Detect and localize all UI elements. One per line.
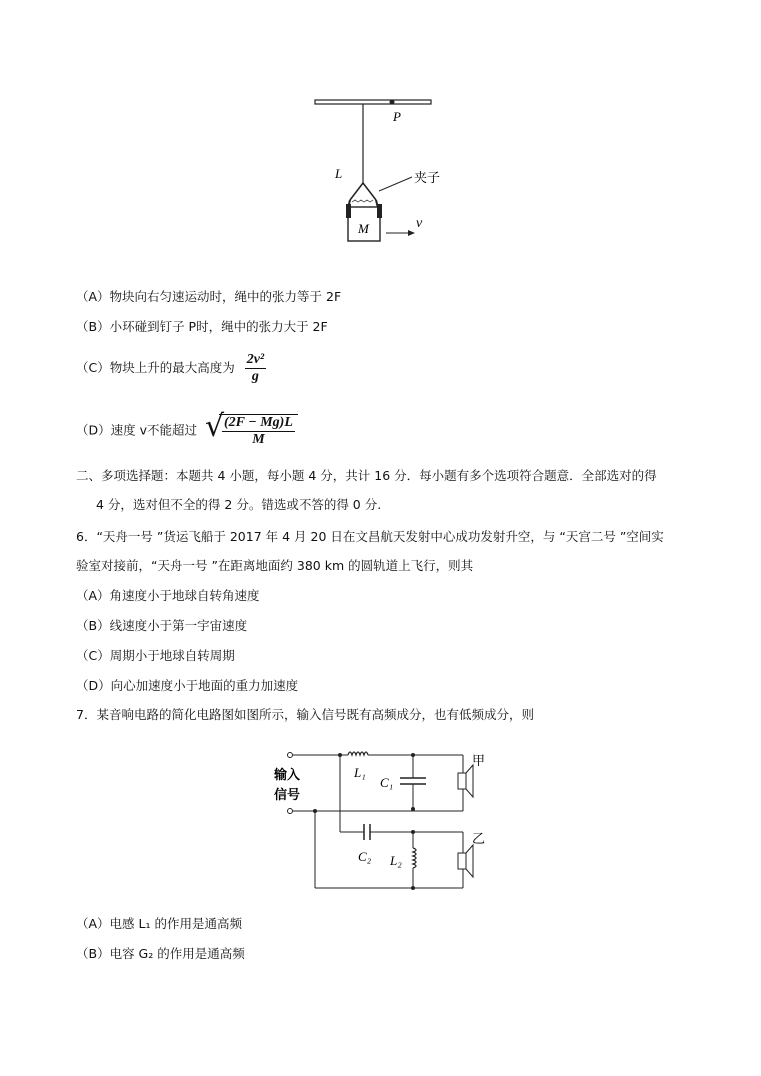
q5-option-a: （A）物块向右匀速运动时，绳中的张力等于 2F: [76, 289, 342, 304]
fraction-c: [245, 352, 266, 385]
q7-option-a: （A）电感 L₁ 的作用是通高频: [76, 916, 242, 931]
label-speaker-1: 甲: [472, 754, 486, 769]
label-L1: L₁: [354, 765, 366, 780]
q5-option-b: （B）小环碰到钉子 P时，绳中的张力大于 2F: [76, 319, 328, 334]
label-C2: C₂: [358, 849, 372, 864]
fraction-d-den: M: [252, 432, 265, 447]
fraction-d-num: (2F − Mg)L: [223, 415, 293, 430]
q6-stem-line2: 验室对接前，“天舟一号 ”在距离地面约 380 km 的圆轨道上飞行，则其: [76, 558, 474, 573]
section2-line1: 二、多项选择题：本题共 4 小题，每小题 4 分，共计 16 分．每小题有多个选项符合题意．全部选对的得: [76, 468, 657, 483]
q5-option-c: [76, 352, 266, 385]
label-C1: C₁: [380, 775, 394, 790]
label-input-2: 信号: [274, 788, 301, 803]
label-P: P: [393, 109, 401, 124]
q7-stem: 7．某音响电路的简化电路图如图所示，输入信号既有高频成分，也有低频成分，则: [76, 707, 534, 722]
fraction-c-num: 2v²: [246, 352, 265, 367]
figure-pendulum: [300, 90, 460, 255]
q6-option-c: （C）周期小于地球自转周期: [76, 648, 235, 663]
figure-circuit: [268, 745, 508, 895]
label-input-1: 输入: [274, 768, 301, 783]
label-speaker-2: 乙: [472, 832, 486, 847]
label-L: L: [335, 166, 343, 181]
section2-line2: 4 分，选对但不全的得 2 分。错选或不答的得 0 分.: [96, 497, 382, 512]
q6-option-a: （A）角速度小于地球自转角速度: [76, 588, 260, 603]
q7-option-b: （B）电容 G₂ 的作用是通高频: [76, 946, 245, 961]
label-clip: 夹子: [414, 171, 441, 186]
fraction-d: [222, 415, 295, 448]
label-L2: L₂: [390, 853, 402, 868]
q5-option-c-text: （C）物块上升的最大高度为: [76, 360, 235, 375]
q5-option-d: [76, 409, 298, 448]
q5-option-d-text: （D）速度 v不能超过: [76, 422, 197, 438]
fraction-c-den: g: [251, 369, 259, 384]
q6-option-d: （D）向心加速度小于地面的重力加速度: [76, 678, 299, 693]
sqrt-d: √ $\frac{(2F - Mg)L}{M}$: [205, 414, 298, 448]
label-v: v: [416, 216, 423, 231]
label-M: M: [358, 221, 369, 236]
q6-stem-line1: 6．“天舟一号 ”货运飞船于 2017 年 4 月 20 日在文昌航天发射中心成功发射升空，与 “天宫二号 ”空间实: [76, 529, 664, 544]
q6-option-b: （B）线速度小于第一宇宙速度: [76, 618, 248, 633]
